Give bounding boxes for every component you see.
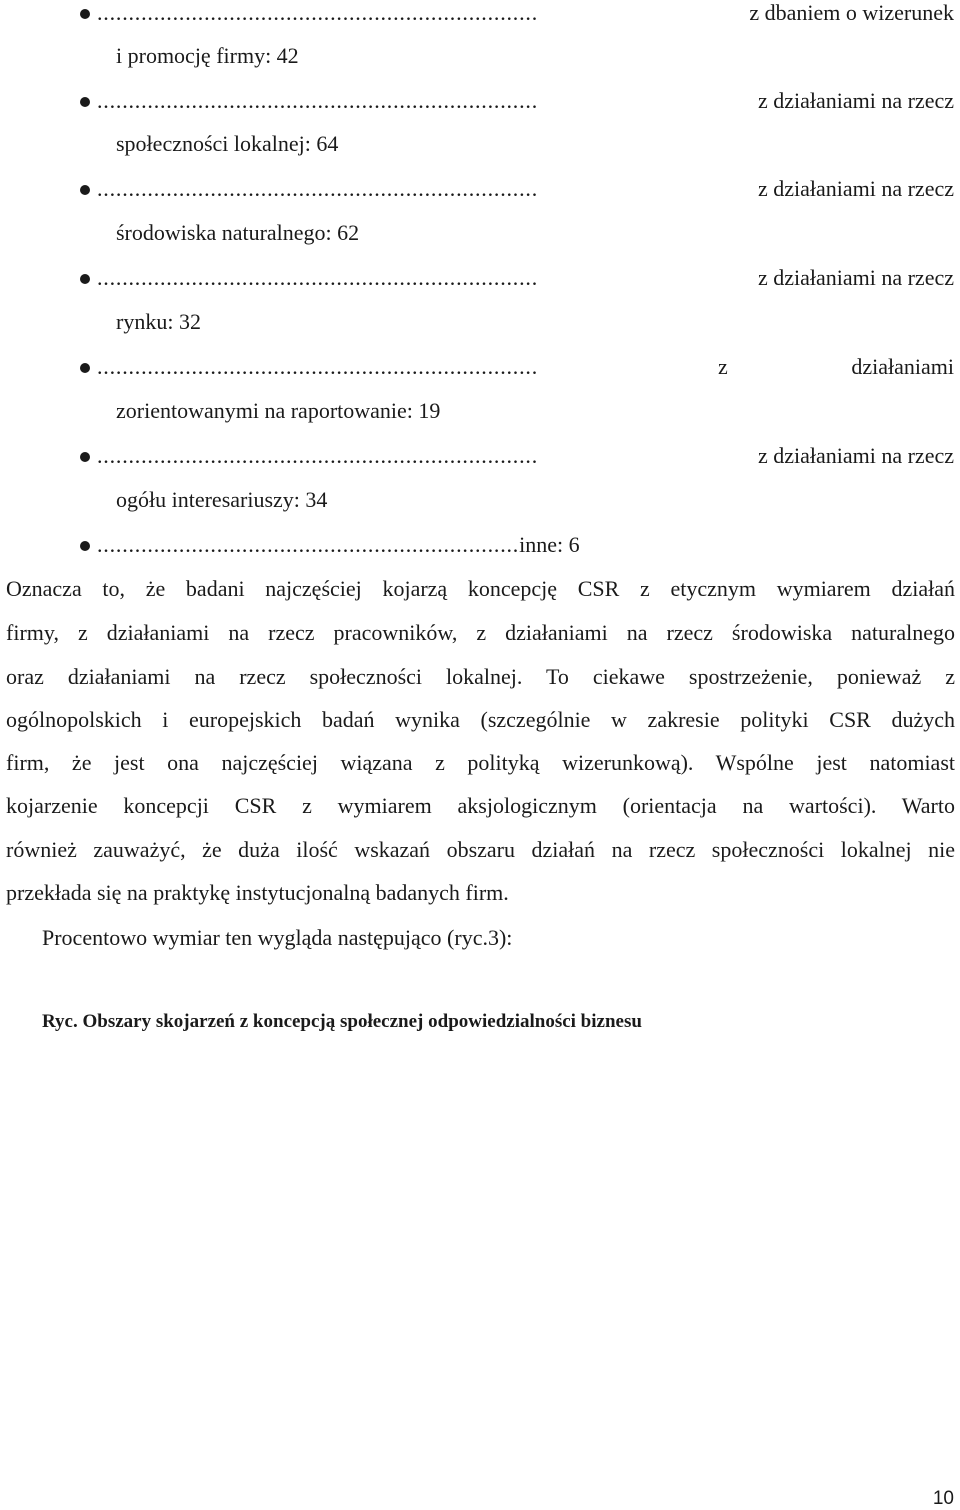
bullet-marker: [80, 274, 90, 284]
bullet-item-continuation: ogółu interesariuszy: 34: [116, 487, 328, 512]
figure-caption: Ryc. Obszary skojarzeń z koncepcją społecznej odpowiedzialności biznesu: [42, 1011, 642, 1032]
bullet-item-continuation: społeczności lokalnej: 64: [116, 131, 339, 156]
paragraph-line: przekłada się na praktykę instytucjonalną badanych firm.: [6, 880, 509, 905]
paragraph-line: firmy, z działaniami na rzecz pracowników, z działaniami na rzecz środowiska naturalnego: [6, 620, 955, 645]
bullet-leader-dots: ......................................................................: [97, 0, 538, 25]
bullet-leader-dots: ......................................................................: [97, 354, 538, 379]
bullet-marker: [80, 97, 90, 107]
page-number: 10: [932, 1488, 954, 1509]
bullet-item-text: inne: 6: [519, 532, 580, 557]
bullet-item-text: z działaniami na rzecz: [757, 176, 954, 201]
bullet-marker: [80, 185, 90, 195]
bullet-leader-dots: ......................................................................: [97, 265, 538, 290]
bullet-item-text: z działaniami na rzecz: [757, 443, 954, 468]
bullet-item-text-end: działaniami: [851, 354, 954, 379]
bullet-marker: [80, 9, 90, 19]
paragraph-line: firm, że jest ona najczęściej wiązana z polityką wizerunkową). Wspólne jest natomiast: [6, 750, 955, 775]
bullet-item-continuation: środowiska naturalnego: 62: [116, 220, 360, 245]
bullet-item-continuation: i promocję firmy: 42: [116, 43, 299, 68]
paragraph-line: również zauważyć, że duża ilość wskazań obszaru działań na rzecz społeczności lokalnej nie: [6, 837, 955, 862]
bullet-item-line: [97, 532, 580, 558]
bullet-item-text: z dbaniem o wizerunek: [749, 0, 954, 25]
intro-line: Procentowo wymiar ten wygląda następująco (ryc.3):: [42, 925, 513, 950]
bullet-leader-dots: ......................................................................: [97, 443, 538, 468]
bullet-item-text: z działaniami na rzecz: [757, 88, 954, 113]
bullet-leader-dots: ......................................................................: [97, 176, 538, 201]
bullet-item-text: [718, 354, 954, 380]
paragraph-line: oraz działaniami na rzecz społeczności lokalnej. To ciekawe spostrzeżenie, ponieważ z: [6, 664, 955, 689]
bullet-marker: [80, 363, 90, 373]
bullet-marker: [80, 541, 90, 551]
bullet-marker: [80, 452, 90, 462]
paragraph-line: kojarzenie koncepcji CSR z wymiarem aksjologicznym (orientacja na wartości). Warto: [6, 793, 955, 818]
bullet-item-continuation: zorientowanymi na raportowanie: 19: [116, 398, 441, 423]
bullet-leader-dots: ...................................................................: [97, 532, 520, 557]
bullet-leader-dots: ......................................................................: [97, 88, 538, 113]
bullet-item-text-start: z: [718, 354, 728, 379]
paragraph-line: ogólnopolskich i europejskich badań wynika (szczególnie w zakresie polityki CSR dużych: [6, 707, 955, 732]
bullet-item-continuation: rynku: 32: [116, 309, 201, 334]
paragraph-line: Oznacza to, że badani najczęściej kojarzą koncepcję CSR z etycznym wymiarem działań: [6, 576, 955, 601]
bullet-item-text: z działaniami na rzecz: [757, 265, 954, 290]
